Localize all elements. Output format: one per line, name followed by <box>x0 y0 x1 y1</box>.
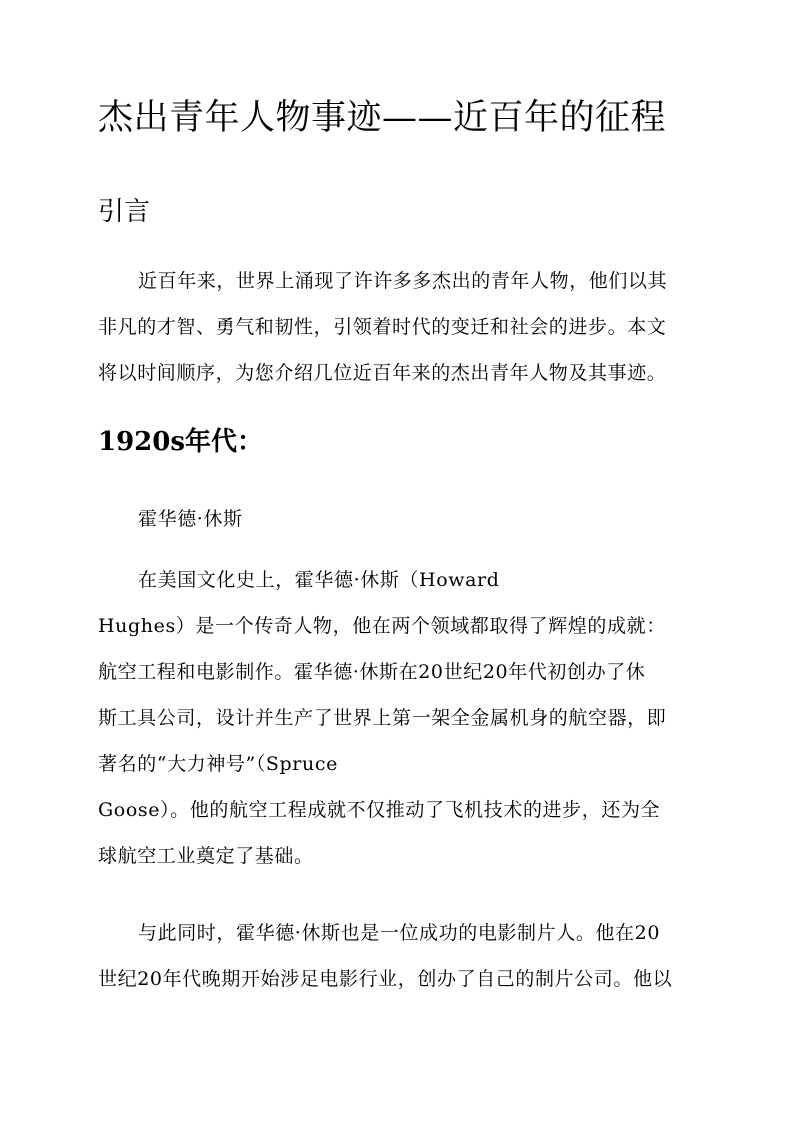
person-name <box>98 496 702 542</box>
text-line: 将以时间顺序，为您介绍几位近百年来的杰出青年人物及其事迹。 <box>98 362 667 384</box>
intro-paragraph <box>98 258 702 396</box>
text-line: 著名的“大力神号”（Spruce <box>98 753 338 775</box>
section-heading-1920s: 1920s年代： <box>98 427 264 457</box>
text-line: 在美国文化史上，霍华德·休斯（Howard <box>138 569 500 591</box>
hughes-paragraph-1 <box>98 557 702 879</box>
document-title: 杰出青年人物事迹——近百年的征程 <box>98 98 667 138</box>
section-heading-intro: 引言 <box>98 197 151 227</box>
text-line: 世纪20年代晚期开始涉足电影行业，创办了自己的制片公司。他以 <box>98 968 673 990</box>
text-line: 航空工程和电影制作。霍华德·休斯在20世纪20年代初创办了休 <box>98 661 646 683</box>
text-line: 与此同时，霍华德·休斯也是一位成功的电影制片人。他在20 <box>138 922 661 944</box>
text-line: 非凡的才智、勇气和韧性，引领着时代的变迁和社会的进步。本文 <box>98 316 667 338</box>
text-line: Hughes）是一个传奇人物，他在两个领域都取得了辉煌的成就： <box>98 615 666 637</box>
text-line: Goose）。他的航空工程成就不仅推动了飞机技术的进步，还为全 <box>98 799 661 821</box>
text-line: 球航空工业奠定了基础。 <box>98 845 314 867</box>
text-line: 近百年来，世界上涌现了许许多多杰出的青年人物，他们以其 <box>138 270 668 292</box>
text-line: 霍华德·休斯 <box>138 508 243 530</box>
hughes-paragraph-2 <box>98 910 702 1002</box>
text-line: 斯工具公司，设计并生产了世界上第一架全金属机身的航空器，即 <box>98 707 667 729</box>
